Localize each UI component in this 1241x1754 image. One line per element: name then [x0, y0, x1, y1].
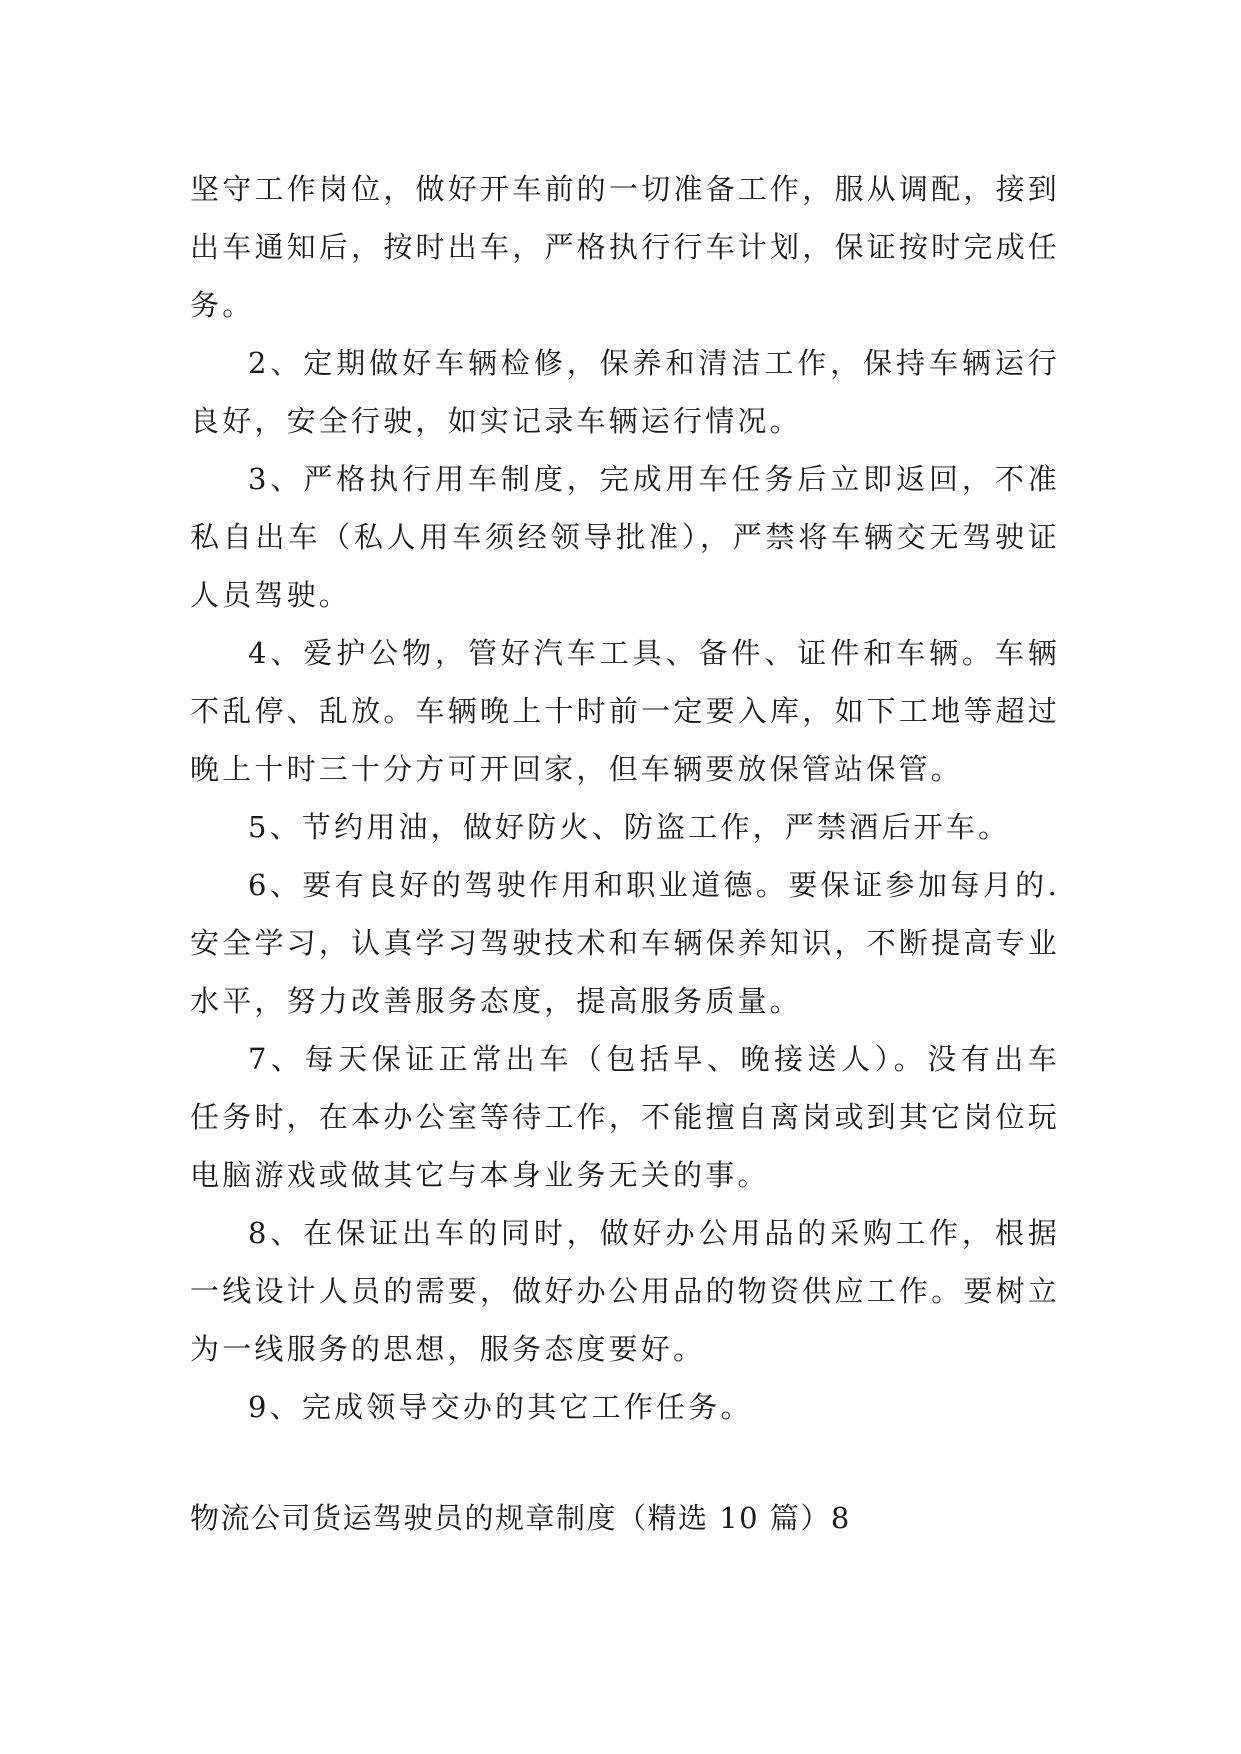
paragraph-item-2: 2、定期做好车辆检修，保养和清洁工作，保持车辆运行良好，安全行驶，如实记录车辆运行情况。	[190, 346, 1060, 438]
section-title: 物流公司货运驾驶员的规章制度（精选 10 篇）8	[190, 1501, 851, 1535]
document-body	[190, 160, 1060, 1436]
paragraph-item-7: 7、每天保证正常出车（包括早、晚接送人）。没有出车任务时，在本办公室等待工作，不能擅自离岗或到其它岗位玩电脑游戏或做其它与本身业务无关的事。	[190, 1042, 1060, 1192]
paragraph-item-6: 6、要有良好的驾驶作用和职业道德。要保证参加每月的.安全学习，认真学习驾驶技术和车辆保养知识，不断提高专业水平，努力改善服务态度，提高服务质量。	[190, 868, 1060, 1018]
paragraph-item-4: 4、爱护公物，管好汽车工具、备件、证件和车辆。车辆不乱停、乱放。车辆晚上十时前一定要入库，如下工地等超过晚上十时三十分方可开回家，但车辆要放保管站保管。	[190, 636, 1060, 786]
paragraph-item-5: 5、节约用油，做好防火、防盗工作，严禁酒后开车。	[248, 810, 1011, 844]
paragraph-item-3: 3、严格执行用车制度，完成用车任务后立即返回，不准私自出车（私人用车须经领导批准），严禁将车辆交无驾驶证人员驾驶。	[190, 462, 1060, 612]
paragraph-item-8: 8、在保证出车的同时，做好办公用品的采购工作，根据一线设计人员的需要，做好办公用品的物资供应工作。要树立为一线服务的思想，服务态度要好。	[190, 1216, 1060, 1366]
paragraph-continuation: 坚守工作岗位，做好开车前的一切准备工作，服从调配，接到出车通知后，按时出车，严格执行行车计划，保证按时完成任务。	[190, 172, 1060, 322]
paragraph-item-9: 9、完成领导交办的其它工作任务。	[248, 1390, 753, 1424]
